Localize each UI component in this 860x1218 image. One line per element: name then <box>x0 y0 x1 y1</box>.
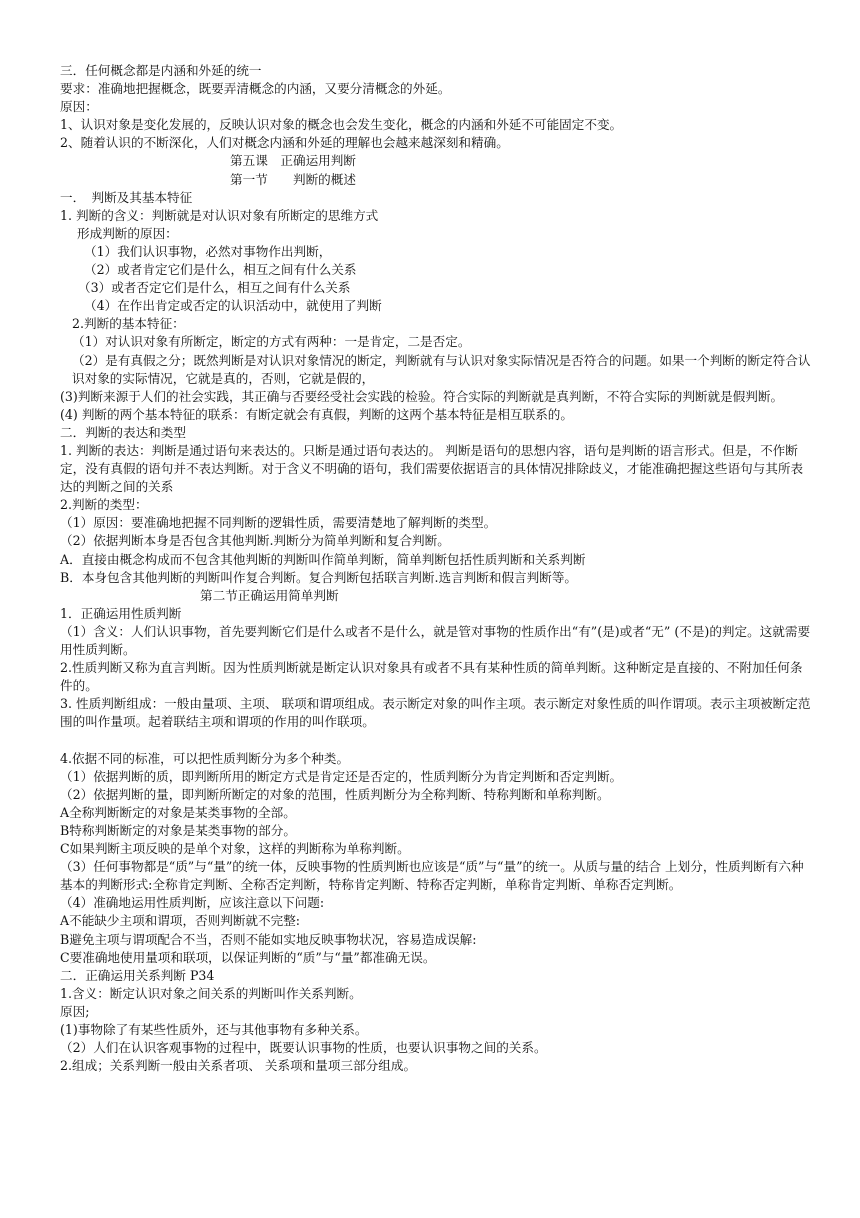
text-line: 2、随着认识的不断深化，人们对概念内涵和外延的理解也会越来越深刻和精确。 <box>60 135 509 151</box>
text-line: C要准确地使用量项和联项，以保证判断的“质”与“量”都准确无误。 <box>60 949 436 965</box>
text-line: 1、认识对象是变化发展的，反映认识对象的概念也会发生变化，概念的内涵和外延不可能固定不变。 <box>60 117 623 133</box>
text-line: （2）是有真假之分；既然判断是对认识对象情况的断定，判断就有与认识对象实际情况是否符合的问题。如果一个判断的断定符合认识对象的实际情况，它就是真的，否则，它就是假的， <box>72 352 811 386</box>
text-line: 要求：准确地把握概念，既要弄清概念的内涵，又要分清概念的外延。 <box>60 81 451 97</box>
text-line: （2）依据判断本身是否包含其他判断.判断分为简单判断和复合判断。 <box>60 533 450 549</box>
text-line: （4）准确地运用性质判断，应该注意以下问题: <box>60 895 325 911</box>
section-title: 第二节正确运用简单判断 <box>200 587 339 603</box>
text-line: A．直接由概念构成而不包含其他判断的判断叫作简单判断，简单判断包括性质判断和关系判断 <box>60 551 586 567</box>
text-line: A全称判断断定的对象是某类事物的全部。 <box>60 804 296 820</box>
text-line: (1)事物除了有某些性质外，还与其他事物有多种关系。 <box>60 1021 368 1037</box>
text-line: 原因： <box>60 99 98 115</box>
blank-line <box>60 731 812 749</box>
text-line: 1.含义：断定认识对象之间关系的判断叫作关系判断。 <box>60 985 362 1001</box>
text-line: (4) 判断的两个基本特征的联系：有断定就会有真假，判断的这两个基本特征是相互联系的。 <box>60 406 573 422</box>
text-line: （1）含义：人们认识事物，首先要判断它们是什么或者不是什么，就是管对事物的性质作出“有”(是)或者“无” (不是)的判定。这就需要用性质判断。 <box>60 623 811 657</box>
text-line: B．本身包含其他判断的判断叫作复合判断。复合判断包括联言判断.选言判断和假言判断等。 <box>60 569 578 585</box>
lesson-title: 第五课 正确运用判断 <box>230 153 356 169</box>
text-line: （1）对认识对象有所断定，断定的方式有两种：一是肯定，二是否定。 <box>72 334 471 350</box>
text-line: （1）原因：要准确地把握不同判断的逻辑性质，需要清楚地了解判断的类型。 <box>60 515 497 531</box>
text-line: 2.判断的基本特征： <box>72 316 185 332</box>
text-line: （1）依据判断的质，即判断所用的断定方式是肯定还是否定的，性质判断分为肯定判断和否定判断。 <box>60 768 623 784</box>
text-line: （2）或者肯定它们是什么，相互之间有什么关系 <box>84 262 357 278</box>
heading-concept-unity: 三．任何概念都是内涵和外延的统一 <box>60 63 262 78</box>
text-line: （4）在作出肯定或否定的认识活动中，就使用了判断 <box>84 298 382 314</box>
heading-judgment-features: 一． 判断及其基本特征 <box>60 189 193 205</box>
text-line: 2.判断的类型： <box>60 497 148 513</box>
text-line: （1）我们认识事物，必然对事物作出判断， <box>84 243 332 259</box>
text-line: 2.组成；关系判断一般由关系者项、 关系项和量项三部分组成。 <box>60 1058 417 1074</box>
text-line: B避免主项与谓项配合不当，否则不能如实地反映事物状况，容易造成误解: <box>60 931 477 947</box>
text-line: A不能缺少主项和谓项，否则判断就不完整: <box>60 913 301 929</box>
section-title: 第一节 判断的概述 <box>230 171 356 187</box>
heading-relation-judgment: 二．正确运用关系判断 P34 <box>60 967 215 983</box>
text-line: 2.性质判断又称为直言判断。因为性质判断就是断定认识对象具有或者不具有某种性质的简单判断。这种断定是直接的、不附加任何条件的。 <box>60 660 803 694</box>
text-line: （2）人们在认识客观事物的过程中，既要认识事物的性质，也要认识事物之间的关系。 <box>60 1040 547 1056</box>
text-line: 3. 性质判断组成：一般由量项、主项、 联项和谓项组成。表示断定对象的叫作主项。表示断定对象性质的叫作谓项。表示主项被断定范围的叫作量项。起着联结主项和谓项的作用的叫作联项。 <box>60 696 811 730</box>
text-line: (3)判断来源于人们的社会实践，其正确与否要经受社会实践的检验。符合实际的判断就是真判断，不符合实际的判断就是假判断。 <box>60 388 784 404</box>
text-line: 形成判断的原因： <box>77 225 178 241</box>
heading-expression-types: 二．判断的表达和类型 <box>60 424 186 440</box>
text-line: 1. 判断的表达：判断是通过语句来表达的。只断是通过语句表达的。 判断是语句的思想内容，语句是判断的语言形式。但是，不作断定，没有真假的语句并不表达判断。对于含义不明确的语句，我们需要依据语言的具体情况排除歧义，才能准确把握这些语句与其所表达的判断之间的关系 <box>60 442 804 495</box>
text-line: （3）或者否定它们是什么，相互之间有什么关系 <box>78 280 351 296</box>
text-line: 原因; <box>60 1003 90 1019</box>
text-line: C如果判断主项反映的是单个对象，这样的判断称为单称判断。 <box>60 841 410 857</box>
text-line: 4.依据不同的标准，可以把性质判断分为多个种类。 <box>60 750 350 766</box>
text-line: 1. 判断的含义：判断就是对认识对象有所断定的思维方式 <box>60 207 379 223</box>
text-line: 1．正确运用性质判断 <box>60 605 182 621</box>
text-line: B特称判断断定的对象是某类事物的部分。 <box>60 822 296 838</box>
text-line: （2）依据判断的量，即判断所断定的对象的范围，性质判断分为全称判断、特称判断和单称判断。 <box>60 786 610 802</box>
document-page <box>60 62 812 1075</box>
text-line: （3）任何事物都是“质”与“量”的统一体，反映事物的性质判断也应该是“质”与“量”的统一。从质与量的结合 上划分，性质判断有六种基本的判断形式:全称肯定判断、全称否定判断，特称肯定判断、特称否定判断，单称肯定判断、单称否定判断。 <box>60 859 804 893</box>
